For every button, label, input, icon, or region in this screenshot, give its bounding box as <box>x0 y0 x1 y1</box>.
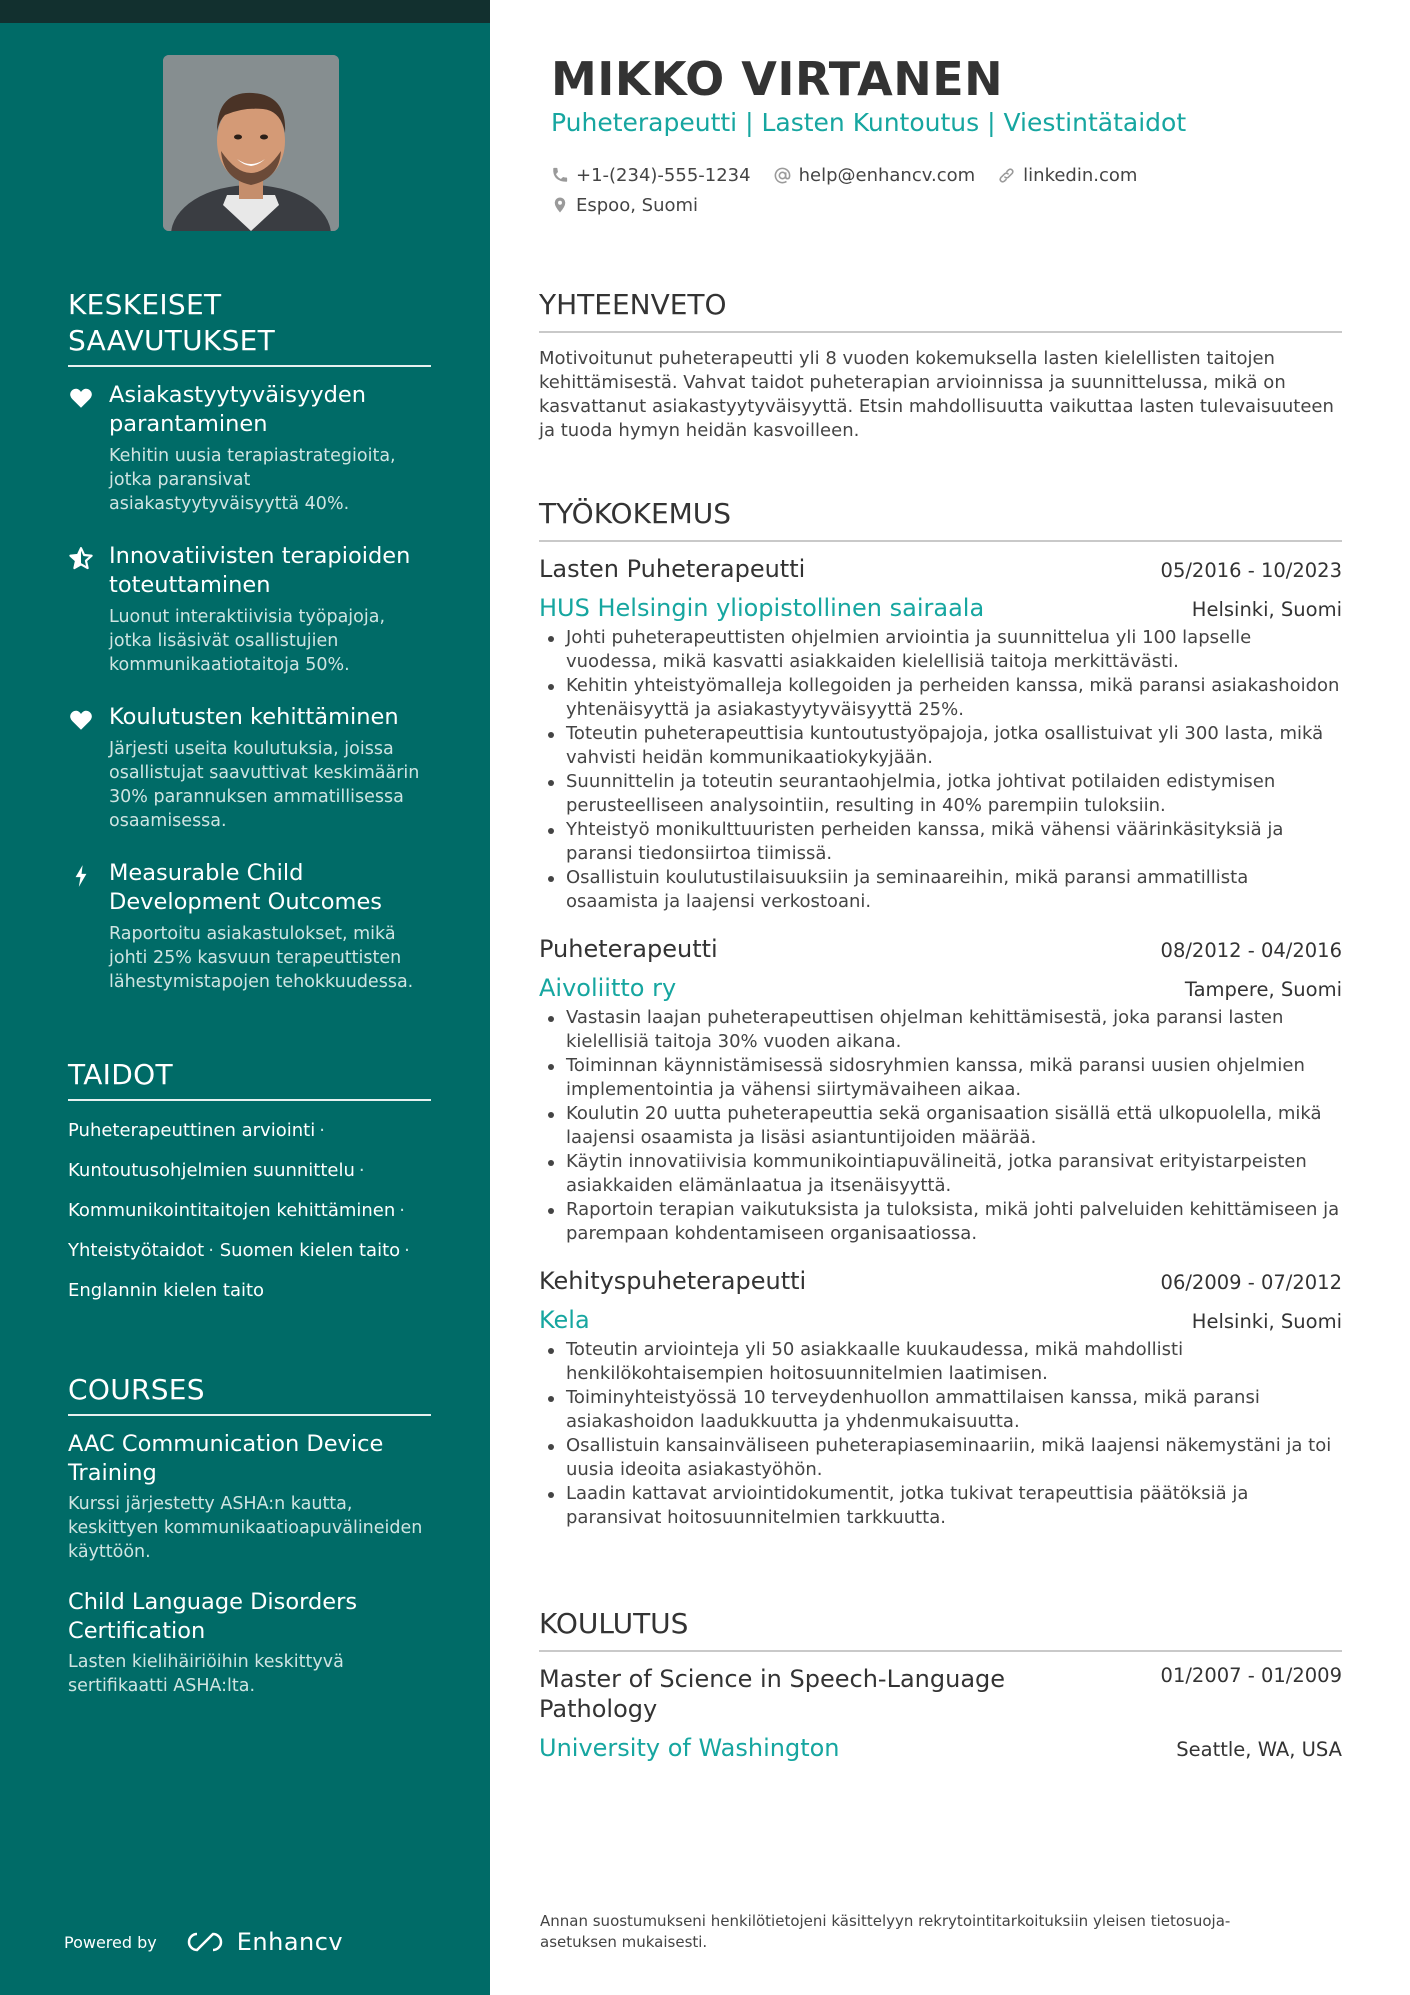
job-bullets <box>539 1006 1342 1246</box>
email-text: help@enhancv.com <box>798 164 976 186</box>
job-location: Helsinki, Suomi <box>1191 1310 1342 1333</box>
achievement-title: Innovatiivisten terapioiden toteuttaminen <box>109 543 411 598</box>
skill-tag: Englannin kielen taito <box>68 1280 265 1301</box>
job-bullet: Yhteistyö monikulttuuristen perheiden kanssa, mikä vähensi väärinkäsityksiä ja paransi tiedonsiirtoa tiimissä. <box>539 818 1342 866</box>
courses-title: COURSES <box>68 1373 205 1406</box>
contact-email[interactable] <box>773 165 976 186</box>
enhancv-brand: Enhancv <box>236 1928 344 1956</box>
job-bullets <box>539 626 1342 914</box>
education-divider <box>539 1650 1342 1652</box>
experience-title: TYÖKOKEMUS <box>539 497 732 530</box>
achievement-description: Luonut interaktiivisia työpajoja, jotka lisäsivät osallistujien kommunikaatiotaitoja 50%. <box>109 607 386 675</box>
experience-section <box>539 496 1342 1530</box>
job-bullet: Käytin innovatiivisia kommunikointiapuvälineitä, jotka paransivat erityistarpeisten asiakkaiden elämänlaatua ja itsenäisyyttä. <box>539 1150 1342 1198</box>
skill-separator: · <box>358 1160 365 1181</box>
skills-section <box>68 1057 431 1319</box>
powered-by <box>64 1928 343 1956</box>
job-title: Lasten Puheterapeutti <box>539 555 806 583</box>
job-bullet: Koulutin 20 uutta puheterapeuttia sekä organisaation sisällä että ulkopuolella, mikä laajensi osaamista ja lisäsi asiantuntijoiden määrää. <box>539 1102 1342 1150</box>
location-text: Espoo, Suomi <box>576 194 699 216</box>
courses-divider <box>68 1414 431 1416</box>
achievement-item <box>68 703 431 833</box>
job-title: Kehityspuheterapeutti <box>539 1267 807 1295</box>
contact-info <box>551 160 1159 220</box>
education-date: 01/2007 - 01/2009 <box>1160 1664 1342 1687</box>
course-item <box>68 1588 431 1698</box>
contact-row <box>551 160 1159 190</box>
job-company: HUS Helsingin yliopistollinen sairaala <box>539 594 985 622</box>
job-location: Helsinki, Suomi <box>1191 598 1342 621</box>
contact-location <box>551 195 698 216</box>
job-bullet: Raportoin terapian vaikutuksista ja tuloksista, mikä johti palveluiden kehittämiseen ja parempaan kohdentamiseen organisaatiossa. <box>539 1198 1342 1246</box>
job-company: Kela <box>539 1306 590 1334</box>
job-bullets <box>539 1338 1342 1530</box>
candidate-name: MIKKO VIRTANEN <box>551 52 1004 106</box>
achievement-description: Kehitin uusia terapiastrategioita, jotka paransivat asiakastyytyväisyyttä 40%. <box>109 446 396 514</box>
skills-list <box>68 1119 431 1303</box>
summary-title: YHTEENVETO <box>539 288 727 321</box>
contact-row <box>551 190 1159 220</box>
skill-tag: Kommunikointitaitojen kehittäminen <box>68 1200 396 1221</box>
enhancv-logo[interactable] <box>183 1928 343 1956</box>
star-half-icon <box>68 546 94 572</box>
summary-text: Motivoitunut puheterapeutti yli 8 vuoden kokemuksella lasten kielellisten taitojen kehittämisestä. Vahvat taidot puheterapian arvioinnissa ja suunnittelussa, mikä on kasvattanut asiakastyytyväisyyttä. Etsin mahdollisuutta vaikuttaa lasten tulevaisuuteen ja tuoda hymyn heidän kasvoilleen. <box>539 348 1334 441</box>
achievements-divider <box>68 365 431 367</box>
skills-row <box>68 1279 431 1303</box>
job-entry <box>539 1266 1342 1530</box>
course-title: AAC Communication Device Training <box>68 1431 384 1486</box>
gdpr-consent-text: Annan suostumukseni henkilötietojeni käsittelyyn rekrytointitarkoituksiin yleisen tietosuoja-asetuksen mukaisesti. <box>540 1912 1231 1951</box>
achievement-item <box>68 859 431 994</box>
course-title: Child Language Disorders Certification <box>68 1589 358 1644</box>
heart-icon <box>68 385 94 411</box>
job-bullet: Toteutin arviointeja yli 50 asiakkaalle kuukaudessa, mikä mahdollisti henkilökohtaisempien hoitosuunnitelmien laatimisen. <box>539 1338 1342 1386</box>
skills-divider <box>68 1099 431 1101</box>
skills-title: TAIDOT <box>68 1058 173 1091</box>
skill-tag: Suomen kielen taito <box>219 1240 401 1261</box>
contact-phone[interactable] <box>551 165 751 186</box>
phone-icon <box>551 166 569 184</box>
job-bullet: Vastasin laajan puheterapeuttisen ohjelman kehittämisestä, joka paransi lasten kielellisiä taitoja 30% vuoden aikana. <box>539 1006 1342 1054</box>
sidebar-top-bar <box>0 0 490 23</box>
skill-separator: · <box>404 1240 410 1261</box>
education-degree: Master of Science in Speech-Language Pathology <box>539 1665 1006 1723</box>
skill-tag: Kuntoutusohjelmien suunnittelu <box>68 1160 355 1181</box>
achievements-section <box>68 287 431 994</box>
education-title: KOULUTUS <box>539 1607 689 1640</box>
job-bullet: Toiminyhteistyössä 10 terveydenhuollon ammattilaisen kanssa, mikä paransi asiakashoidon laadukkuutta ja yhdenmukaisuutta. <box>539 1386 1342 1434</box>
achievement-title: Koulutusten kehittäminen <box>109 704 399 730</box>
location-pin-icon <box>551 196 569 214</box>
skills-row <box>68 1159 431 1183</box>
link-icon <box>997 166 1016 185</box>
job-company: Aivoliitto ry <box>539 974 677 1002</box>
summary-divider <box>539 331 1342 333</box>
job-date: 06/2009 - 07/2012 <box>1160 1271 1342 1294</box>
education-entry <box>539 1664 1342 1762</box>
skill-separator: · <box>399 1200 406 1221</box>
course-description: Lasten kielihäiriöihin keskittyvä sertifikaatti ASHA:lta. <box>68 1652 344 1696</box>
skills-row <box>68 1239 431 1263</box>
course-description: Kurssi järjestetty ASHA:n kautta, keskittyen kommunikaatioapuvälineiden käyttöön. <box>68 1494 423 1562</box>
course-item <box>68 1430 431 1564</box>
skill-separator: · <box>208 1240 214 1261</box>
job-bullet: Toteutin puheterapeuttisia kuntoutustyöpajoja, jotka osallistuivat yli 300 lasta, mikä vahvisti heidän kommunikaatiokykyjään. <box>539 722 1342 770</box>
job-date: 08/2012 - 04/2016 <box>1160 939 1342 962</box>
powered-by-label: Powered by <box>64 1932 157 1952</box>
at-icon <box>773 166 792 185</box>
job-bullet: Osallistuin koulutustilaisuuksiin ja seminaareihin, mikä paransi ammatillista osaamista ja laajensi verkostoani. <box>539 866 1342 914</box>
courses-section <box>68 1372 431 1698</box>
education-school: University of Washington <box>539 1734 840 1762</box>
experience-divider <box>539 540 1342 542</box>
job-entry <box>539 554 1342 914</box>
achievement-item <box>68 542 431 677</box>
achievements-title-line2: SAAVUTUKSET <box>68 324 276 357</box>
job-bullet: Johti puheterapeuttisten ohjelmien arviointia ja suunnittelua yli 100 lapselle vuodessa, mikä kasvatti asiakkaiden kielellisiä taitoja merkittävästi. <box>539 626 1342 674</box>
profile-photo <box>163 55 339 231</box>
achievement-description: Järjesti useita koulutuksia, joissa osallistujat saavuttivat keskimäärin 30% parannuksen ammatillisessa osaamisessa. <box>109 739 420 831</box>
summary-section <box>539 287 1342 443</box>
lightning-icon <box>68 863 94 889</box>
achievements-title-line1: KESKEISET <box>68 288 222 321</box>
job-bullet: Osallistuin kansainväliseen puheterapiaseminaariin, mikä laajensi näkemystäni ja toi uusia ideoita asiakastyöhön. <box>539 1434 1342 1482</box>
skills-row <box>68 1199 431 1223</box>
skill-separator: · <box>319 1120 325 1141</box>
candidate-tagline: Puheterapeutti | Lasten Kuntoutus | Viestintätaidot <box>551 108 1187 137</box>
achievements-title <box>68 287 431 359</box>
job-bullet: Toiminnan käynnistämisessä sidosryhmien kanssa, mikä paransi uusien ohjelmien implementointia ja vähensi siirtymävaiheen aikaa. <box>539 1054 1342 1102</box>
job-location: Tampere, Suomi <box>1184 978 1342 1001</box>
job-bullet: Laadin kattavat arviointidokumentit, jotka tukivat terapeuttisia päätöksiä ja paransivat hoitosuunnitelmien tarkkuutta. <box>539 1482 1342 1530</box>
skills-row <box>68 1119 431 1143</box>
job-entry <box>539 934 1342 1246</box>
achievement-title: Measurable Child Development Outcomes <box>109 860 383 915</box>
job-bullet: Suunnittelin ja toteutin seurantaohjelmia, jotka johtivat potilaiden edistymisen perusteelliseen analysointiin, resulting in 40% parempiin tuloksiin. <box>539 770 1342 818</box>
skill-tag: Puheterapeuttinen arviointi <box>68 1120 316 1141</box>
achievement-title: Asiakastyytyväisyyden parantaminen <box>109 382 366 437</box>
sidebar <box>0 0 490 1995</box>
enhancv-logo-icon <box>183 1930 229 1954</box>
education-section <box>539 1606 1342 1762</box>
job-title: Puheterapeutti <box>539 935 718 963</box>
job-date: 05/2016 - 10/2023 <box>1160 559 1342 582</box>
heart-icon <box>68 707 94 733</box>
linkedin-text: linkedin.com <box>1023 164 1138 186</box>
skill-tag: Yhteistyötaidot <box>68 1240 205 1261</box>
achievement-item <box>68 381 431 516</box>
education-location: Seattle, WA, USA <box>1176 1738 1342 1761</box>
contact-linkedin[interactable] <box>997 165 1137 186</box>
job-bullet: Kehitin yhteistyömalleja kollegoiden ja perheiden kanssa, mikä paransi asiakashoidon yhtenäisyyttä ja asiakastyytyväisyyttä 25%. <box>539 674 1342 722</box>
achievement-description: Raportoitu asiakastulokset, mikä johti 25% kasvuun terapeuttisten lähestymistapojen tehokkuudessa. <box>109 924 414 992</box>
phone-text: +1-(234)-555-1234 <box>576 164 751 186</box>
